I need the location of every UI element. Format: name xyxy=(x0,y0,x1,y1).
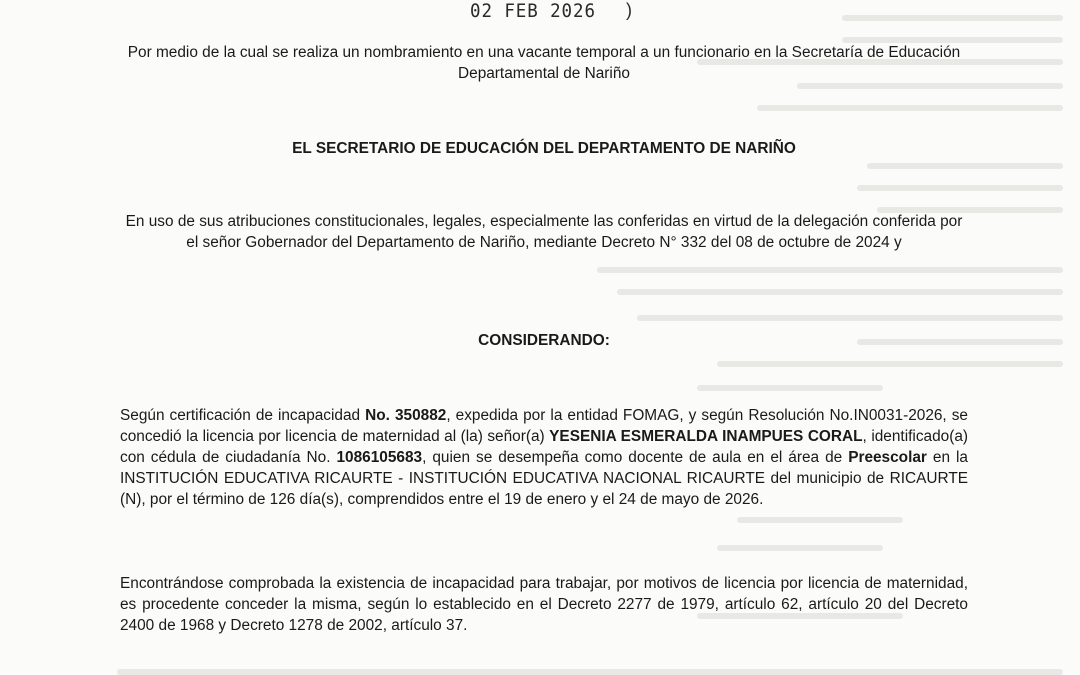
considering-heading: CONSIDERANDO: xyxy=(478,332,610,349)
p1-text-5: en la INSTITUCIÓN EDUCATIVA RICAURTE - INSTITUCIÓN EDUCATIVA NACIONAL RICAURTE del municipio de RICAURTE (N), por el término de 126 día(s), comprendidos entre el 19 de enero y el 24 de mayo de 2026. xyxy=(120,449,968,508)
teaching-area: Preescolar xyxy=(848,449,927,466)
issuing-authority-heading: EL SECRETARIO DE EDUCACIÓN DEL DEPARTAMENTO DE NARIÑO xyxy=(292,140,796,157)
considering-paragraph-2: Encontrándose comprobada la existencia de incapacidad para trabajar, por motivos de licencia por licencia de maternidad, es procedente conceder la misma, según lo establecido en el Decreto 2277 de 1979, artículo 62, artículo 20 del Decreto 2400 de 1968 y Decreto 1278 de 2002, artículo 37. xyxy=(120,575,968,634)
p1-text-1: Según certificación de incapacidad xyxy=(120,407,366,424)
considering-paragraph-1 xyxy=(120,405,968,510)
stamp-date: 02 FEB 2026 xyxy=(470,0,596,22)
p1-text-2: , expedida por la entidad FOMAG, y según Resolución No.IN0031-2026, se concedió la licencia por licencia de maternidad al (la) señor(a) xyxy=(120,407,968,445)
stamp-closing-parenthesis: ) xyxy=(626,0,632,20)
p1-text-4: , quien se desempeña como docente de aula en el área de xyxy=(422,449,849,466)
person-name: YESENIA ESMERALDA INAMPUES CORAL xyxy=(549,428,863,445)
id-number: 1086105683 xyxy=(336,449,423,466)
p1-text-3: , identificado(a) con cédula de ciudadanía No. xyxy=(120,428,968,466)
preamble-paragraph: En uso de sus atribuciones constitucionales, legales, especialmente las conferidas en virtud de la delegación conferida por el señor Gobernador del Departamento de Nariño, mediante Decreto N° 332 del 08 de octubre de 2024 y xyxy=(125,213,963,251)
certificate-number: No. 350882 xyxy=(365,407,447,424)
resolution-subject: Por medio de la cual se realiza un nombramiento en una vacante temporal a un funcionario en la Secretaría de Educación Departamental de Nariño xyxy=(127,44,961,82)
